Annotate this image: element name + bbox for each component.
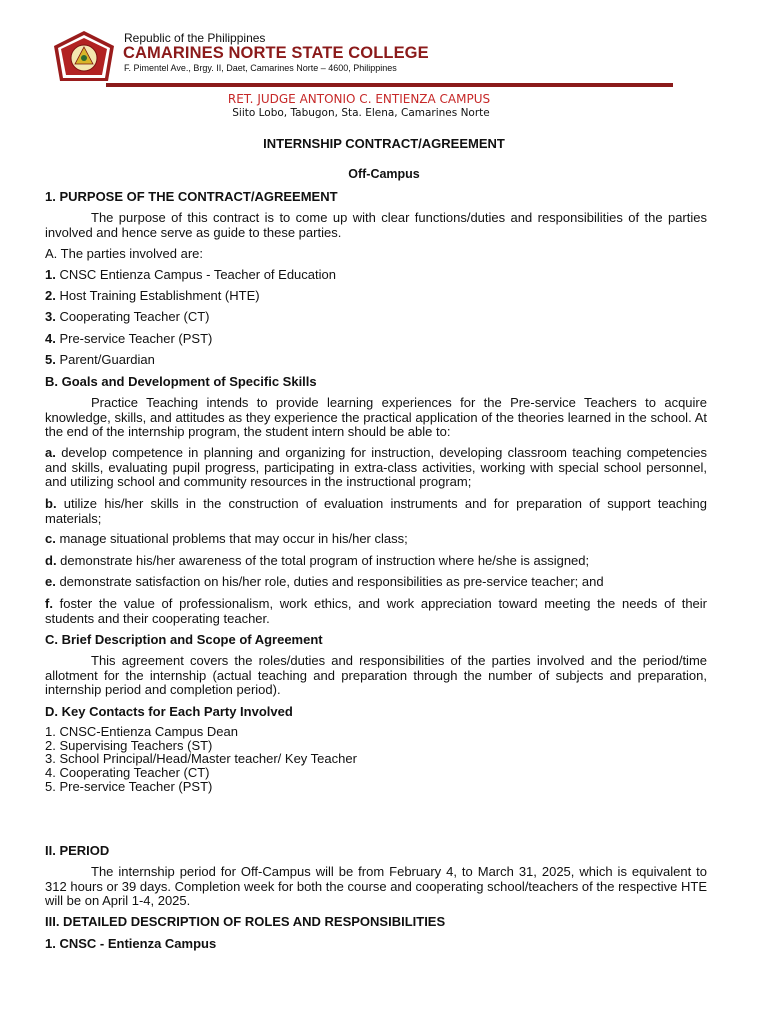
contact-item: 1. CNSC-Entienza Campus Dean (45, 724, 238, 739)
party-item: 2. Host Training Establishment (HTE) (45, 288, 260, 303)
campus-name: RET. JUDGE ANTONIO C. ENTIENZA CAMPUS (227, 92, 491, 106)
party-item: 4. Pre-service Teacher (PST) (45, 331, 213, 346)
parties-intro: A. The parties involved are: (45, 246, 204, 261)
section-c-heading: C. Brief Description and Scope of Agreement (45, 632, 323, 647)
section-b-paragraph: Practice Teaching intends to provide learning experiences for the Pre-service Teachers to acquire knowledge, skills, and attitudes as they experience the practical application of the theories learned in the school. At the end of the internship program, the student intern should be able to: (45, 395, 707, 439)
section-3-heading: III. DETAILED DESCRIPTION OF ROLES AND RESPONSIBILITIES (45, 914, 446, 929)
republic-line: Republic of the Philippines (124, 31, 266, 45)
contact-item: 2. Supervising Teachers (ST) (45, 738, 213, 753)
goal-item: c. manage situational problems that may occur in his/her class; (45, 531, 408, 546)
section-1-heading: 1. PURPOSE OF THE CONTRACT/AGREEMENT (45, 189, 338, 204)
goal-item: f. foster the value of professionalism, work ethics, and work appreciation toward meeting the needs of their students and their cooperating teacher. (45, 596, 707, 626)
goal-item: a. develop competence in planning and organizing for instruction, developing classroom teaching competencies and skills, evaluating pupil progress, participating in extra-class activities, working with special school personnel, and utilizing school and community resources in the instructional program; (45, 445, 707, 489)
college-address: F. Pimentel Ave., Brgy. II, Daet, Camarines Norte – 4600, Philippines (124, 63, 397, 73)
goal-item: e. demonstrate satisfaction on his/her role, duties and responsibilities as pre-service teacher; and (45, 574, 604, 589)
section-3-subheading: 1. CNSC - Entienza Campus (45, 936, 217, 951)
college-seal (52, 30, 116, 82)
section-d-heading: D. Key Contacts for Each Party Involved (45, 704, 293, 719)
document-subtitle: Off-Campus (348, 167, 420, 181)
party-item: 1. CNSC Entienza Campus - Teacher of Education (45, 267, 336, 282)
college-name: CAMARINES NORTE STATE COLLEGE (123, 44, 429, 62)
section-b-heading: B. Goals and Development of Specific Skills (45, 374, 317, 389)
section-2-paragraph: The internship period for Off-Campus will be from February 4, to March 31, 2025, which is equivalent to 312 hours or 39 days. Completion week for both the course and cooperating school/teachers of the respective HTE will be on April 1-4, 2025. (45, 864, 707, 908)
header-rule (106, 83, 673, 87)
section-2-heading: II. PERIOD (45, 843, 110, 858)
party-item: 5. Parent/Guardian (45, 352, 155, 367)
party-item: 3. Cooperating Teacher (CT) (45, 309, 210, 324)
goal-item: d. demonstrate his/her awareness of the total program of instruction where he/she is assigned; (45, 553, 590, 568)
section-c-paragraph: This agreement covers the roles/duties and responsibilities of the parties involved and the period/time allotment for the internship (actual teaching and preparation through the number of subjects and preparation, internship period and completion period). (45, 653, 707, 697)
goal-item: b. utilize his/her skills in the construction of evaluation instruments and for preparation of support teaching materials; (45, 496, 707, 526)
contact-item: 5. Pre-service Teacher (PST) (45, 779, 213, 794)
contact-item: 3. School Principal/Head/Master teacher/ Key Teacher (45, 751, 357, 766)
campus-address: Siito Lobo, Tabugon, Sta. Elena, Camarines Norte (232, 107, 490, 119)
contact-item: 4. Cooperating Teacher (CT) (45, 765, 210, 780)
section-1-paragraph: The purpose of this contract is to come up with clear functions/duties and responsibilities of the parties involved and hence serve as guide to these parties. (45, 210, 707, 240)
document-title: INTERNSHIP CONTRACT/AGREEMENT (263, 136, 505, 151)
